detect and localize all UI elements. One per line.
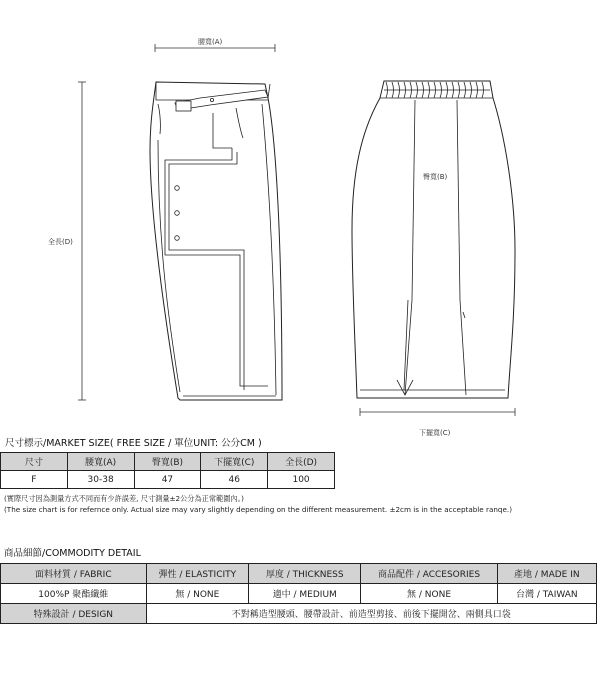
- market-size-title: 尺寸標示/MARKET SIZE( FREE SIZE / 單位UNIT: 公分CM ): [5, 438, 262, 449]
- commodity-title: 商品細節/COMMODITY DETAIL: [4, 548, 141, 559]
- commodity-header-cell: 厚度 / THICKNESS: [249, 564, 361, 584]
- hem-label: 下擺寬(C): [419, 429, 451, 437]
- size-cell: 47: [134, 471, 201, 489]
- size-table: [0, 452, 335, 489]
- commodity-value-row: [1, 584, 597, 604]
- commodity-value-cell: 台灣 / TAIWAN: [497, 584, 596, 604]
- size-table-row: [1, 471, 335, 489]
- size-header-cell: 臀寬(B): [134, 453, 201, 471]
- size-cell: 30-38: [67, 471, 134, 489]
- design-label-cell: 特殊設計 / DESIGN: [1, 604, 147, 624]
- commodity-value-cell: 100%P 聚酯纖維: [1, 584, 147, 604]
- size-note-zh: (實際尺寸因為測量方式不同而有少許誤差, 尺寸測量±2公分為正常範圍內。): [4, 494, 244, 503]
- size-cell: 100: [268, 471, 335, 489]
- commodity-header-cell: 彈性 / ELASTICITY: [146, 564, 248, 584]
- commodity-value-cell: 無 / NONE: [146, 584, 248, 604]
- hip-label: 臀寬(B): [423, 173, 448, 181]
- size-header-cell: 尺寸: [1, 453, 68, 471]
- size-cell: 46: [201, 471, 268, 489]
- waist-label: 腰寬(A): [198, 38, 223, 46]
- commodity-design-row: [1, 604, 597, 624]
- commodity-header-cell: 面料材質 / FABRIC: [1, 564, 147, 584]
- size-table-header: [1, 453, 335, 471]
- back-skirt-outline: [352, 81, 515, 398]
- commodity-value-cell: 適中 / MEDIUM: [249, 584, 361, 604]
- size-header-cell: 下擺寬(C): [201, 453, 268, 471]
- length-label: 全長(D): [48, 238, 73, 246]
- size-header-cell: 全長(D): [268, 453, 335, 471]
- commodity-table: [0, 563, 597, 624]
- commodity-header-row: [1, 564, 597, 584]
- commodity-header-cell: 產地 / MADE IN: [497, 564, 596, 584]
- size-header-cell: 腰寬(A): [67, 453, 134, 471]
- size-note-en: (The size chart is for refernce only. Actual size may vary slightly depending on the different measurement. ±2cm is in the acceptable ranqe.): [4, 505, 513, 514]
- design-value-cell: 不對稱造型腰頭、腰帶設計、前造型剪接、前後下擺開岔、兩側具口袋: [146, 604, 596, 624]
- commodity-value-cell: 無 / NONE: [361, 584, 497, 604]
- size-cell: F: [1, 471, 68, 489]
- front-skirt-outline: [150, 82, 282, 400]
- commodity-header-cell: 商品配件 / ACCESORIES: [361, 564, 497, 584]
